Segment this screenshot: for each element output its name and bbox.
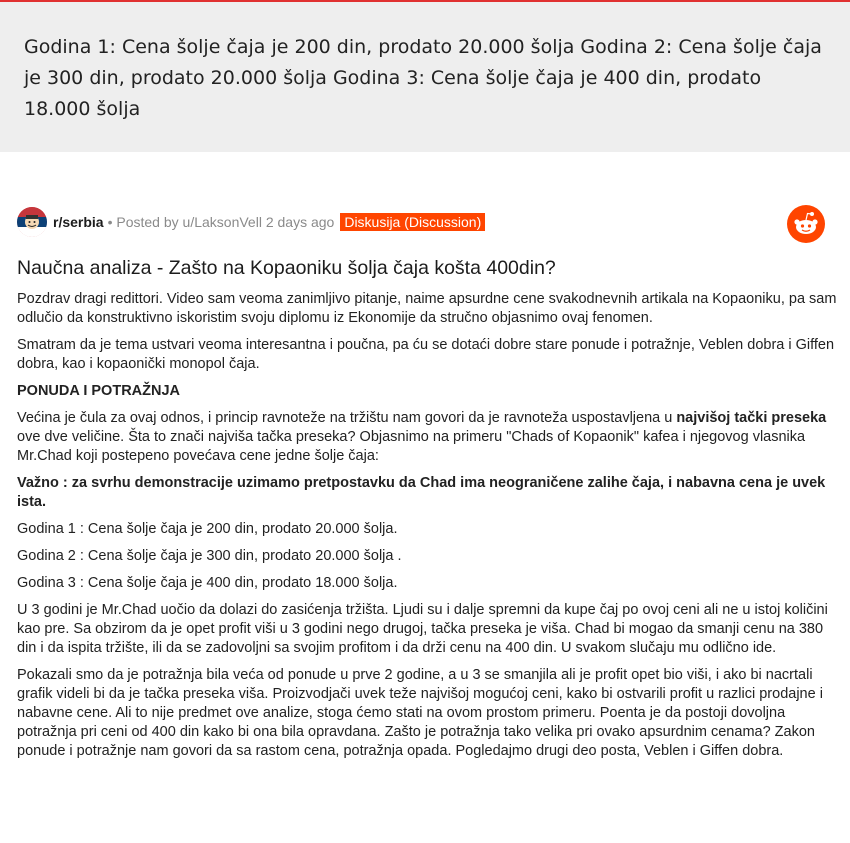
- post-title[interactable]: Naučna analiza - Zašto na Kopaoniku šolja čaja košta 400din?: [17, 257, 556, 279]
- year-2-line: Godina 2 : Cena šolje čaja je 300 din, prodato 20.000 šolja .: [17, 548, 402, 564]
- caption-text: Godina 1: Cena šolje čaja je 200 din, prodato 20.000 šolja Godina 2: Cena šolje čaja je 300 din, prodato 20.000 šolja Godina 3: Cena šolje čaja je 400 din, prodato 18.000 šolja: [24, 36, 822, 120]
- post-body: [17, 290, 837, 761]
- year-3-line: Godina 3 : Cena šolje čaja je 400 din, prodato 18.000 šolja.: [17, 575, 398, 591]
- posted-by: • Posted by u/LaksonVell 2 days ago: [107, 214, 335, 230]
- paragraph-saturation: U 3 godini je Mr.Chad uočio da dolazi do zasićenja tržišta. Ljudi su i dalje spremni da kupe čaj po ovoj ceni ali ne u istoj količini kao pre. Sa obzirom da je opet profit viši u 3 godini nego drugoj, tačka preseka je viša. Chad bi mogao da smanji cenu na 380 din i da ispita tržište, ili da se zadovoljni sa svojim profitom i da drži cenu na 400 din. U svakom slučaju mu odlično ide.: [17, 602, 828, 656]
- important-note: Važno : za svrhu demonstracije uzimamo pretpostavku da Chad ima neograničene zalihe čaja, i nabavna cena je uvek ista.: [17, 475, 826, 510]
- section-heading: PONUDA I POTRAŽNJA: [17, 383, 180, 399]
- reddit-post: [17, 205, 837, 769]
- post-meta: [17, 205, 837, 239]
- paragraph-topic: Smatram da je tema ustvari veoma interesantna i poučna, pa ću se dotaći dobre stare ponude i potražnje, Veblen dobra i Giffen dobra, kao i kopaonički monopol čaja.: [17, 337, 835, 372]
- paragraph-intro: Pozdrav dragi redittori. Video sam veoma zanimljivo pitanje, naime apsurdne cene svakodnevnih artikala na Kopaoniku, pa sam odlučio da konstruktivno iskoristim svoju diplomu iz Ekonomije da stručno objasnimo ovaj fenomen.: [17, 291, 837, 326]
- reddit-logo-icon[interactable]: [787, 205, 825, 243]
- post-flair[interactable]: Diskusija (Discussion): [340, 213, 485, 231]
- year-1-line: Godina 1 : Cena šolje čaja je 200 din, prodato 20.000 šolja.: [17, 521, 398, 537]
- serbia-avatar-icon[interactable]: [17, 207, 47, 237]
- bold-phrase: najvišoj tački preseka: [676, 410, 827, 426]
- paragraph-conclusion: Pokazali smo da je potražnja bila veća od ponude u prve 2 godine, a u 3 se smanjila ali je profit opet bio viši, i ako bi nacrtali grafik videli bi da je tačka preseka viša. Proizvodjači uvek teže najvišoj mogućoj ceni, kako bi ostvarili profit u razlici prodajne i nabavne cene. Ali to nije predmet ove analize, stoga ćemo stati na ovom prostom primeru. Poenta je da postoji dovoljna potražnja pri ceni od 400 din kako bi ona bila opravdana. Zašto je potražnja tako velika pri ovako apsurdnim cenama? Zakon ponude i potražnje nam govori da sa rastom cena, potražnja opada. Pogledajmo drugi deo posta, Veblen i Giffen dobra.: [17, 667, 823, 759]
- subreddit-link[interactable]: r/serbia: [53, 214, 104, 230]
- paragraph-equilibrium: Većina je čula za ovaj odnos, i princip ravnoteže na tržištu nam govori da je ravnoteža uspostavljena u najvišoj tački preseka ove dve veličine. Šta to znači najviša tačka preseka? Objasnimo na primeru "Chads of Kopaonik" kafea i njegovog vlasnika Mr.Chad koji postepeno povećava cene jedne šolje čaja:: [17, 410, 827, 464]
- caption-banner: [0, 2, 850, 152]
